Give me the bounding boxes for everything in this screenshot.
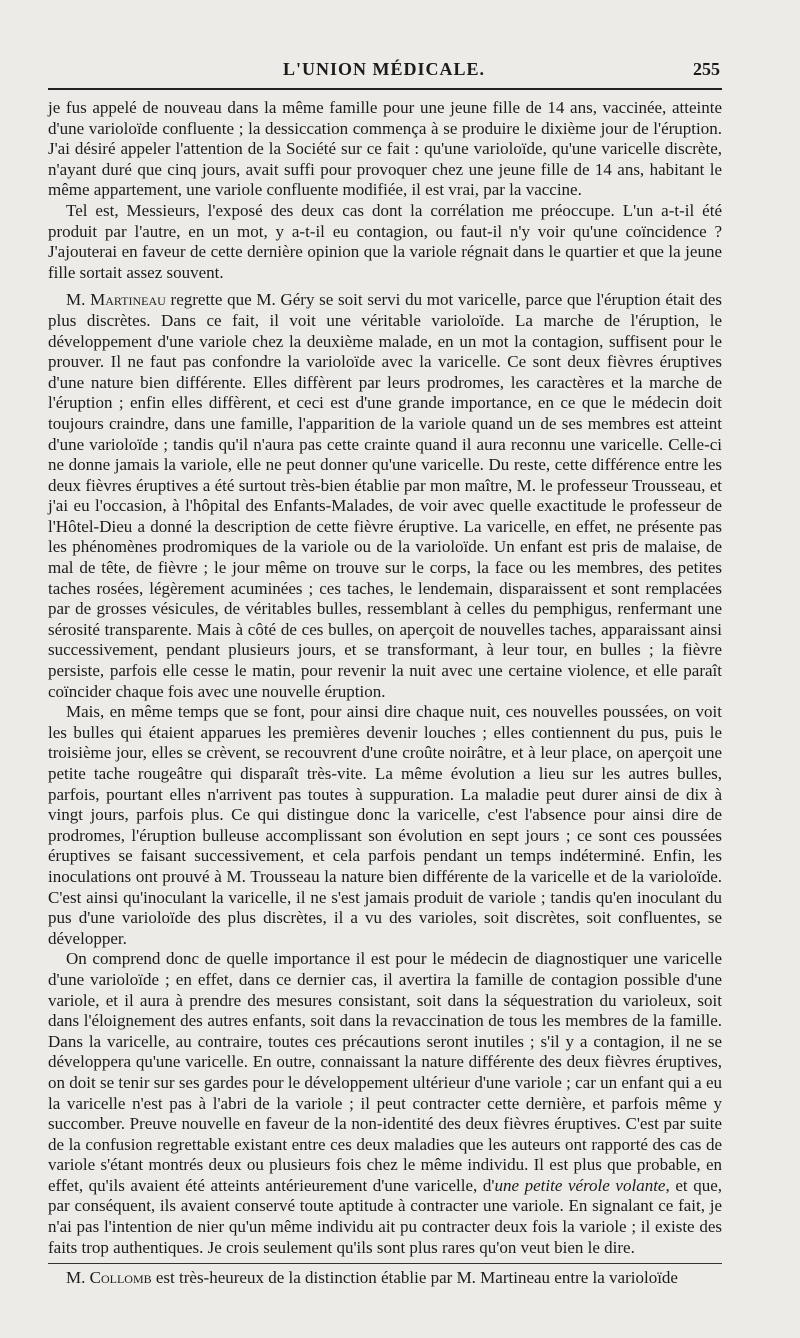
article-body bbox=[48, 98, 722, 1258]
page-header bbox=[48, 55, 720, 85]
header-rule bbox=[48, 88, 722, 90]
paragraph bbox=[48, 290, 722, 702]
speaker-name: M. Martineau bbox=[66, 290, 166, 310]
paragraph-text: est très-heureux de la distinction établie par M. Martineau entre la varioloïde bbox=[151, 1268, 678, 1287]
paragraph: Tel est, Messieurs, l'exposé des deux cas dont la corrélation me préoccupe. L'un a-t-il été produit par l'autre, en un mot, y a-t-il eu contagion, ou faut-il n'y voir qu'une coïncidence ? J'ajouterai en faveur de cette dernière opinion que la variole régnait dans le quartier et que la jeune fille sortait assez souvent. bbox=[48, 200, 722, 282]
paragraph-text: , et que, par conséquent, ils avaient conservé toute aptitude à contracter une variole. En signalant ce fait, je n'ai pas l'intention de nier qu'un même individu ait pu contracter deux fois la variole ; il existe des faits trop authentiques. Je crois seulement qu'ils sont plus rares qu'on veut bien le dire. bbox=[48, 1175, 722, 1257]
next-intervention bbox=[48, 1268, 722, 1289]
paragraph bbox=[48, 949, 722, 1258]
speaker-name: M. Collomb bbox=[66, 1268, 152, 1287]
paragraph: je fus appelé de nouveau dans la même famille pour une jeune fille de 14 ans, vaccinée, atteinte d'une varioloïde confluente ; la dessiccation commença à se produire le dixième jour de l'éruption. J'ai désiré appeler l'attention de la Société sur ce fait : qu'une varioloïde, qu'une varicelle discrète, n'ayant duré que cinq jours, avait suffi pour provoquer chez une jeune fille de 14 ans, habitant le même appartement, une variole confluente modifiée, il est vrai, par la vaccine. bbox=[48, 98, 722, 200]
section-rule bbox=[48, 1263, 722, 1264]
page-number: 255 bbox=[693, 59, 720, 79]
paragraph: Mais, en même temps que se font, pour ainsi dire chaque nuit, ces nouvelles poussées, on voit les bulles qui étaient apparues les premières devenir louches ; elles contiennent du pus, puis le troisième jour, elles se crèvent, se recouvrent d'une croûte noirâtre, et à leur place, on aperçoit une petite tache rougeâtre qui disparaît très-vite. La même évolution a lieu sur les autres bulles, parfois, pourtant elles n'arrivent pas toutes à suppuration. La maladie peut durer ainsi de dix à vingt jours, parfois plus. Ce qui distingue donc la varicelle, c'est l'absence pour ainsi dire de prodromes, l'éruption bulleuse accomplissant son évolution en sept jours ; ce sont ces poussées éruptives se faisant successivement, et cela parfois pendant un temps indéterminé. Enfin, les inoculations ont prouvé à M. Trousseau la nature bien différente de la varicelle et de la varioloïde. C'est ainsi qu'inoculant la varicelle, il ne s'est jamais produit de variole ; tandis qu'en inoculant du pus d'une varioloïde des plus discrètes, il a vu des varioles, soit discrètes, soit confluentes, se développer. bbox=[48, 702, 722, 948]
running-title: L'UNION MÉDICALE. bbox=[282, 59, 486, 79]
paragraph-text: On comprend donc de quelle importance il est pour le médecin de diagnostiquer une varicelle d'une varioloïde ; en effet, dans ce dernier cas, il avertira la famille de contagion possible d'une variole, et il aura à prendre des mesures consistant, soit dans la séquestration du varioleux, soit dans l'éloignement des autres enfants, soit dans la revaccination de tous les membres de la famille. Dans la varicelle, au contraire, toutes ces précautions seront inutiles ; s'il y a contagion, il ne se développera qu'une varicelle. En outre, connaissant la nature différente des deux fièvres éruptives, on doit se tenir sur ses gardes pour le développement ultérieur d'une variole ; car un enfant qui a eu la varicelle n'est pas à l'abri de la variole ; il peut contracter cette dernière, et parfois même y succomber. Preuve nouvelle en faveur de la non-identité des deux fièvres éruptives. C'est par suite de la confusion regrettable existant entre ces deux maladies que les auteurs ont rapporté des cas de variole s'étant montrés deux ou plusieurs fois chez le même individu. Il est plus que probable, en effet, qu'ils avaient été atteints antérieurement d'une varicelle, d' bbox=[48, 949, 722, 1195]
italic-phrase: une petite vérole volante bbox=[494, 1175, 666, 1195]
paragraph-text: regrette que M. Géry se soit servi du mot varicelle, parce que l'éruption était des plus discrètes. Dans ce fait, il voit une véritable varioloïde. La marche de l'éruption, le développement d'une variole chez la deuxième malade, en un mot la contagion, suffisent pour le prouver. Il ne faut pas confondre la varioloïde avec la varicelle. Ce sont deux fièvres éruptives d'une nature bien différente. Elles diffèrent par leurs prodromes, les caractères et la marche de l'éruption ; enfin elles diffèrent, et ceci est d'une grande importance, en ce que le médecin doit toujours craindre, dans une famille, l'apparition de la variole quand un de ses membres est atteint d'une varioloïde ; tandis qu'il n'aura pas cette crainte quand il aura reconnu une varicelle. Celle-ci ne donne jamais la variole, elle ne peut donner qu'une varicelle. Du reste, cette différence entre les deux fièvres éruptives a été surtout très-bien établie par mon maître, M. le professeur Trousseau, et j'ai eu l'occasion, à l'hôpital des Enfants-Malades, de voir avec quelle exactitude le professeur de l'Hôtel-Dieu a donné la description de cette fièvre éruptive. La varicelle, en effet, ne présente pas les phénomènes prodromiques de la variole ou de la varioloïde. Un enfant est pris de malaise, de mal de tête, de fièvre ; le jour même on trouve sur le corps, la face ou les membres, des petites taches rosées, légèrement acuminées ; ces taches, le lendemain, disparaissent et sont remplacées par de grosses vésicules, de véritables bulles, ressemblant à celles du pemphigus, renfermant une sérosité transparente. Mais à côté de ces bulles, on aperçoit de nouvelles taches, apparaissant ainsi successivement, pendant plusieurs jours, et se transformant, à leur tour, en bulles ; la fièvre persiste, parfois elle cesse le matin, pour revenir la nuit avec une certaine violence, et elle paraît coïncider chaque fois avec une nouvelle éruption. bbox=[48, 290, 722, 701]
